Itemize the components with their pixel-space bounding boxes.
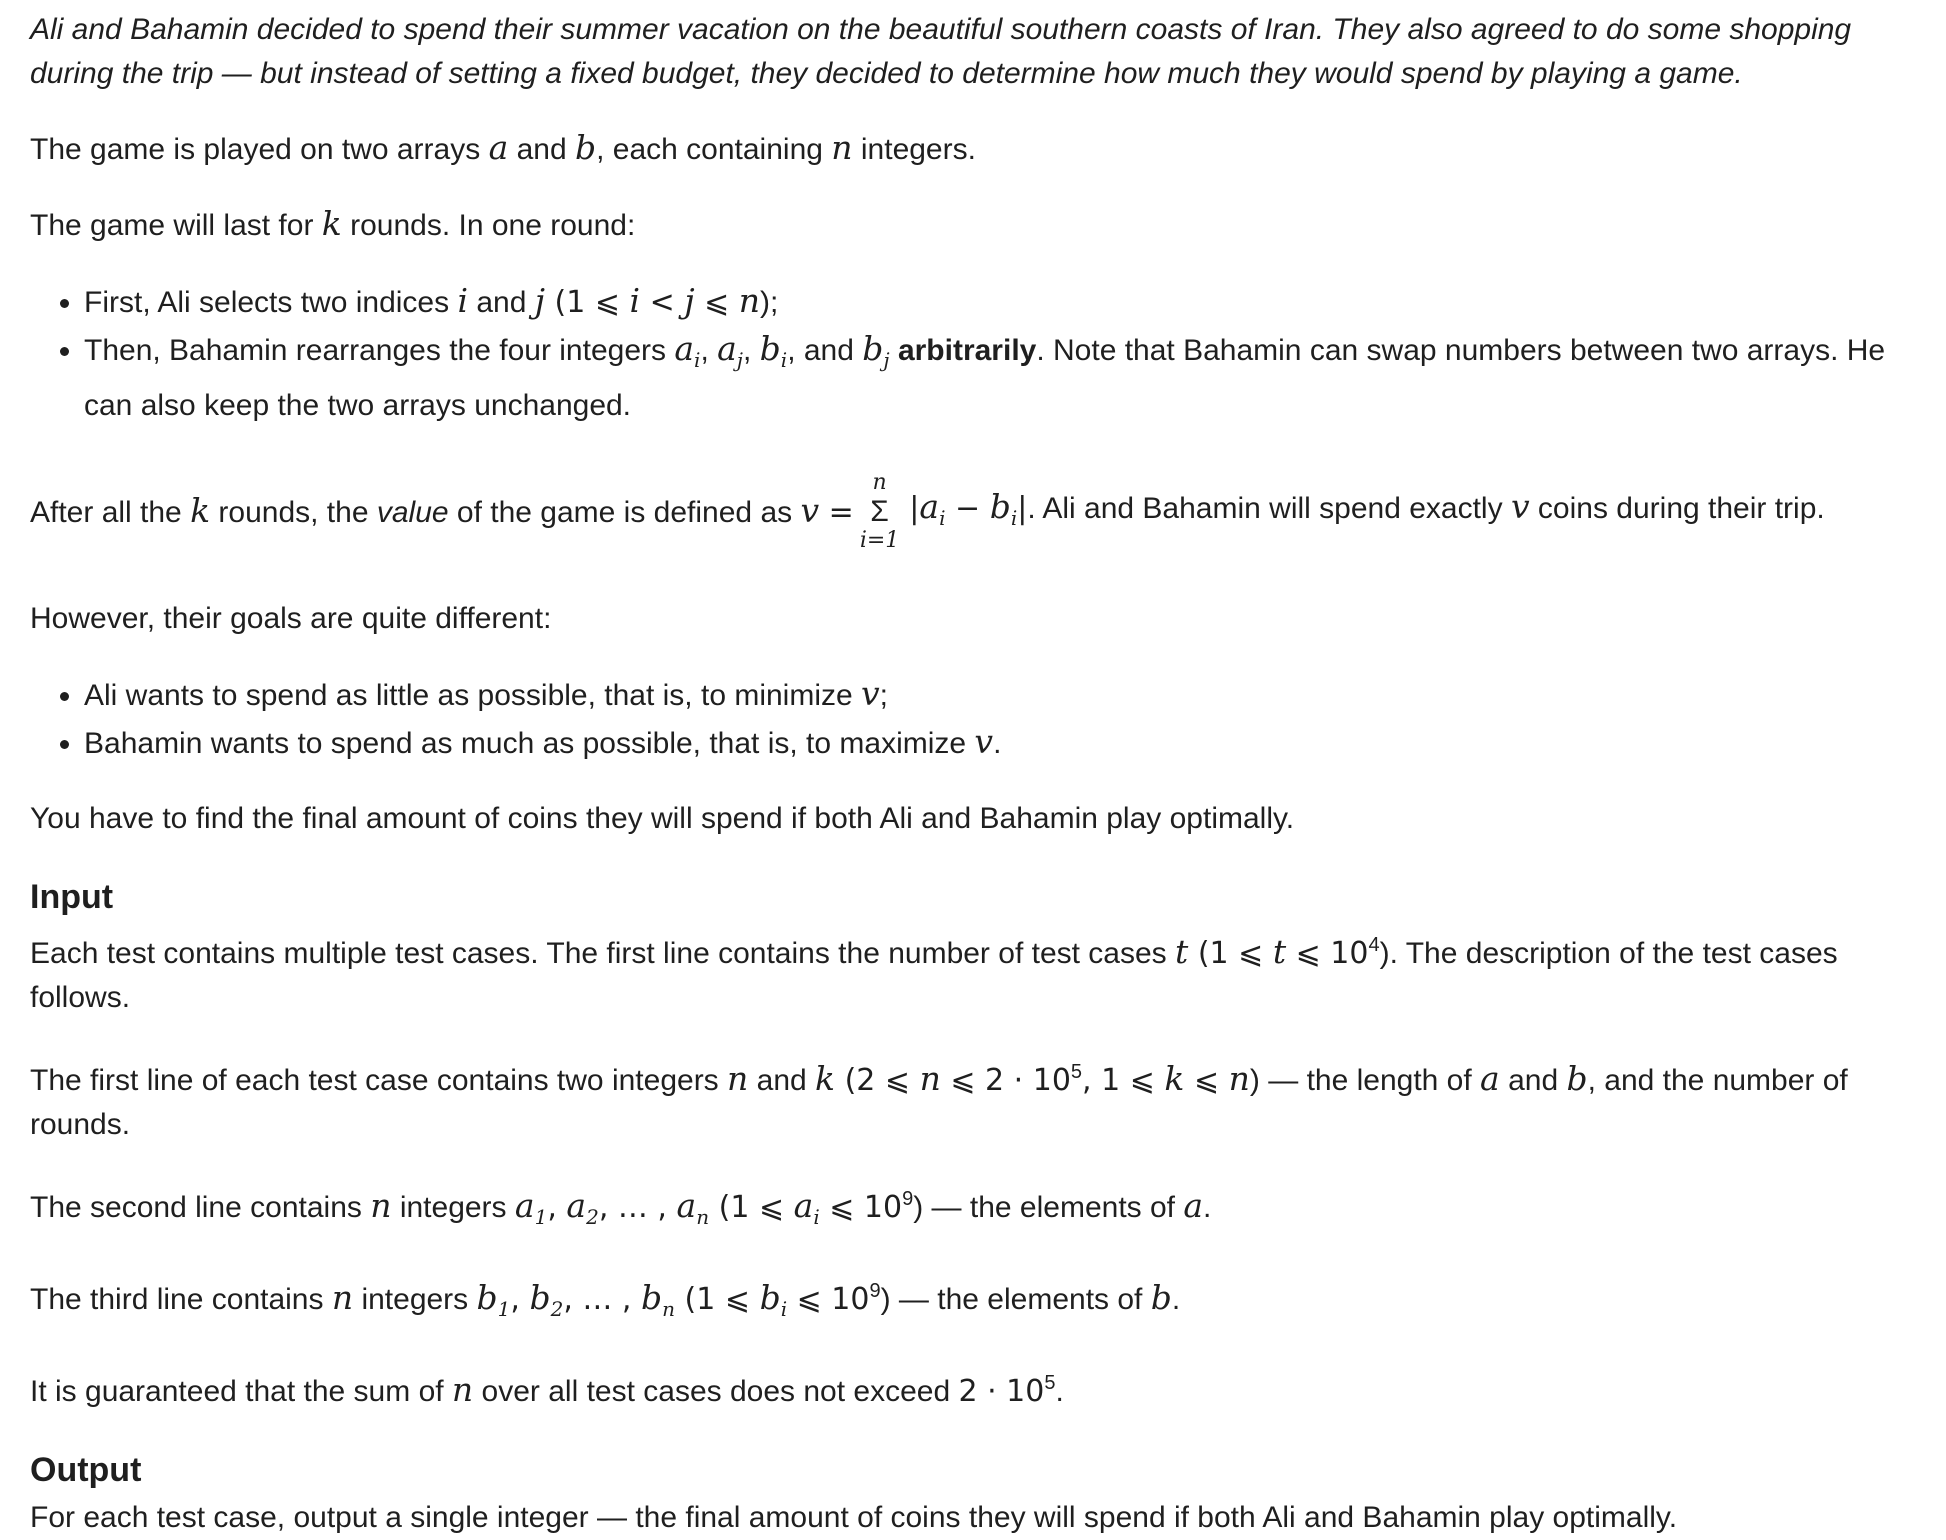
input-heading: Input <box>30 878 114 916</box>
goals-intro-paragraph: However, their goals are quite different: <box>30 602 552 635</box>
task-paragraph: You have to find the final amount of coins they will spend if both Ali and Bahamin play optimally. <box>30 802 1295 835</box>
input-line-3: The second line contains n integers $a_1$, $a_2$, … , $a_n$ (1 ⩽ $a_i$ ⩽ $10^9$) — the elements of a. <box>30 1186 1212 1229</box>
input-line-2: The first line of each test case contains two integers n and k (2 ⩽ n ⩽ $2 \cdot 10^5$, 1 ⩽ k ⩽ n) — the length of a and b, and the number of rounds. <box>30 1059 1848 1141</box>
intro-paragraph: Ali and Bahamin decided to spend their summer vacation on the beautiful southern coasts of Iran. They also agreed to do some shopping during the trip — but instead of setting a fixed budget, they decided to determine how much they would spend by playing a game. <box>30 13 1852 90</box>
rounds-paragraph: The game will last for k rounds. In one round: <box>30 204 636 243</box>
goals-list <box>30 671 1930 767</box>
input-line-1: Each test contains multiple test cases. The first line contains the number of test cases t (1 ⩽ t ⩽ $10^4$). The description of the test cases follows. <box>30 932 1838 1014</box>
list-item: • First, Ali selects two indices i and j (1 ⩽ i < j ⩽ n); <box>84 278 1930 326</box>
list-item: • Ali wants to spend as little as possible, that is, to minimize v; <box>84 671 1930 719</box>
list-item: • Bahamin wants to spend as much as possible, that is, to maximize v. <box>84 719 1930 767</box>
input-line-5: It is guaranteed that the sum of n over all test cases does not exceed $2 \cdot 10^5$. <box>30 1370 1064 1409</box>
output-line-1: For each test case, output a single integer — the final amount of coins they will spend if both Ali and Bahamin play optimally. <box>30 1501 1678 1534</box>
arrays-paragraph: The game is played on two arrays a and b, each containing n integers. <box>30 128 976 167</box>
list-item: • Then, Bahamin rearranges the four integers $a_i$, $a_j$, $b_i$, and $b_j$ arbitrarily. Note that Bahamin can swap numbers between two arrays. He can also keep the two arrays unchanged. <box>84 326 1930 429</box>
output-heading: Output <box>30 1451 142 1489</box>
value-definition-paragraph: After all the k rounds, the value of the game is defined as v = n Σ i=1 $|a_i - b_i|$. Ali and Bahamin will spend exactly v coins during their trip. <box>30 470 1825 553</box>
input-line-4: The third line contains n integers $b_1$, $b_2$, … , $b_n$ (1 ⩽ $b_i$ ⩽ $10^9$) — the elements of b. <box>30 1278 1181 1321</box>
round-rules-list <box>30 278 1930 429</box>
summation-symbol: n Σ i=1 <box>859 470 900 553</box>
